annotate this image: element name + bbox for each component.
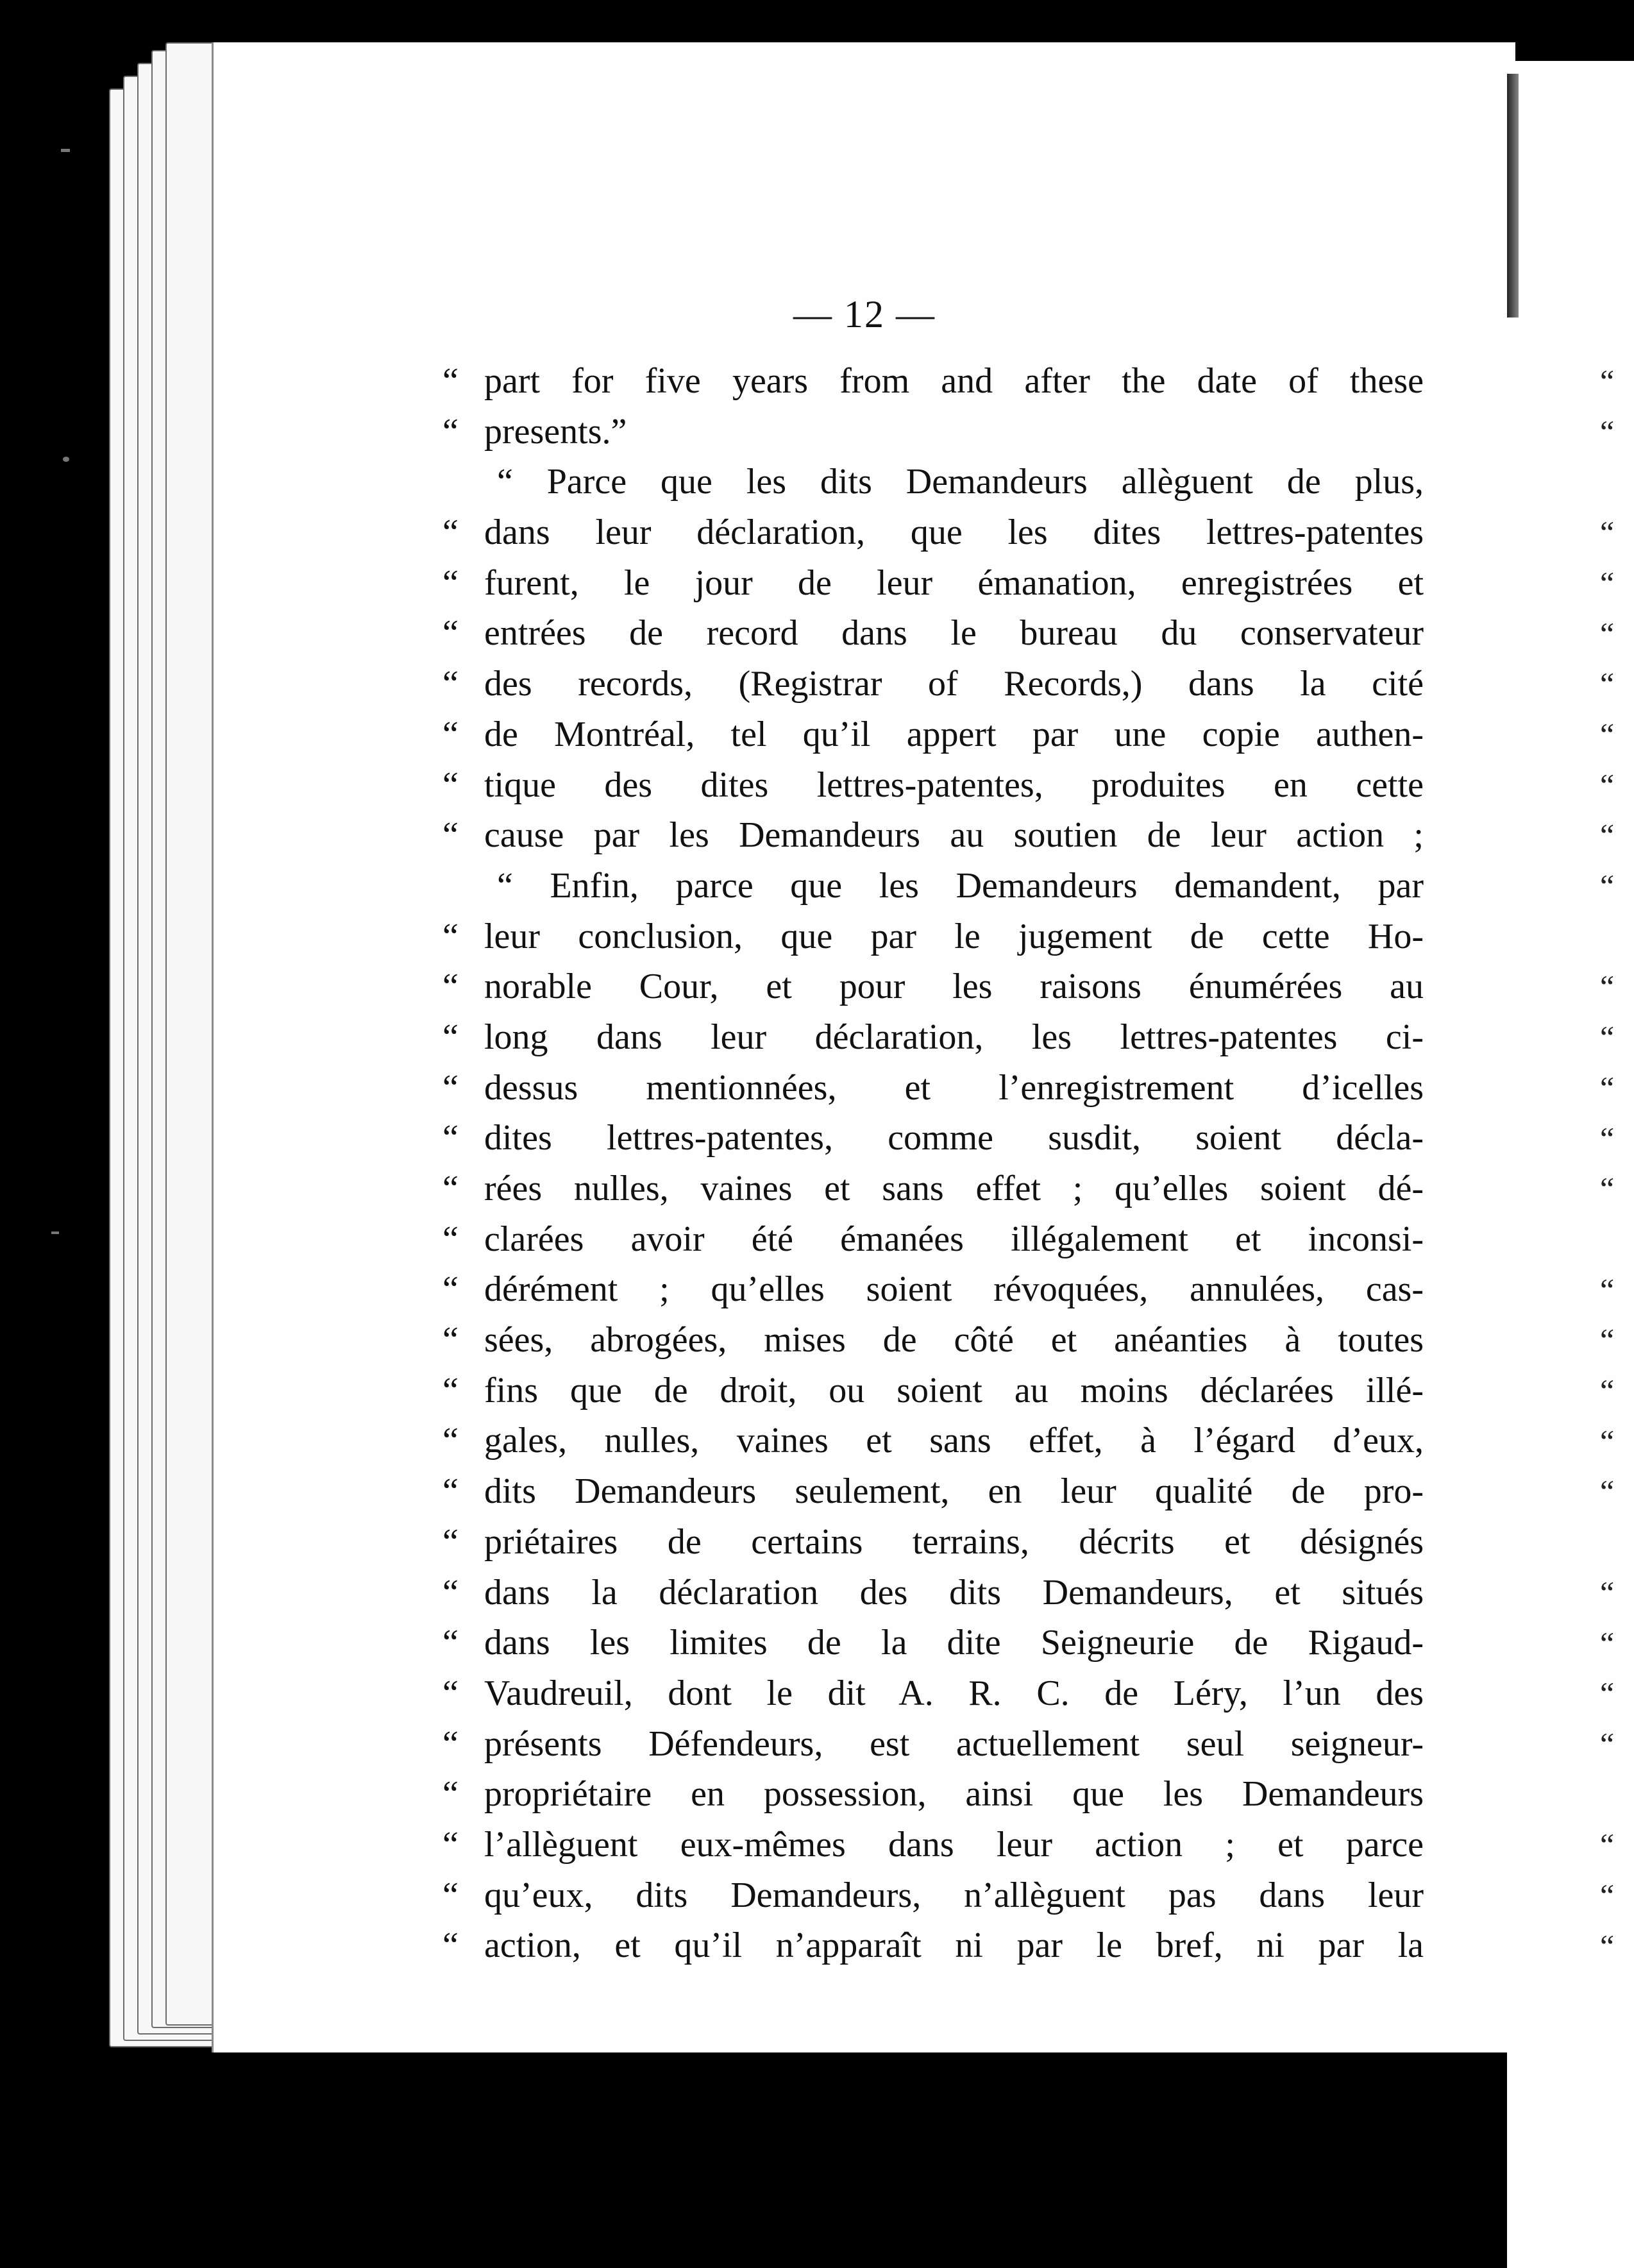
line-text: part for five years from and after the date of these: [484, 361, 1424, 401]
text-line: [442, 1315, 1424, 1366]
line-text: de Montréal, tel qu’il appert par une copie authen-: [484, 714, 1424, 754]
line-quote-mark: “: [442, 613, 459, 654]
text-line: [442, 1164, 1424, 1214]
text-line: [442, 709, 1424, 760]
facing-page-quote-mark: “: [1600, 1927, 1615, 1964]
line-quote-mark: “: [442, 765, 459, 805]
line-quote-mark: “: [442, 1017, 459, 1057]
line-quote-mark: “: [442, 815, 459, 856]
line-text: dans leur déclaration, que les dites lettres-patentes: [484, 512, 1424, 553]
facing-page-quote-mark: “: [1600, 1473, 1615, 1510]
text-line: [442, 356, 1424, 407]
facing-page-quote-mark: “: [1600, 1171, 1615, 1207]
line-text: dits Demandeurs seulement, en leur qualité de pro-: [484, 1471, 1424, 1512]
text-line: [442, 1719, 1424, 1770]
line-quote-mark: “: [442, 361, 459, 401]
line-quote-mark: “: [442, 1673, 459, 1713]
line-quote-mark: “: [442, 1774, 459, 1815]
line-quote-mark: “: [442, 1572, 459, 1612]
line-quote-mark: “: [442, 1824, 459, 1865]
facing-page-quote-mark: “: [1600, 817, 1615, 854]
line-quote-mark: “: [442, 1219, 459, 1259]
facing-page-quote-mark: “: [1600, 363, 1615, 399]
facing-page-quote-mark: “: [1600, 514, 1615, 551]
text-line: [442, 507, 1424, 558]
page-number: — 12 —: [793, 293, 936, 335]
line-text: tique des dites lettres-patentes, produites en cette: [484, 765, 1424, 805]
line-text: norable Cour, et pour les raisons énumérées au: [484, 967, 1424, 1007]
line-text: dans les limites de la dite Seigneurie de Rigaud-: [484, 1623, 1424, 1663]
line-text: long dans leur déclaration, les lettres-patentes ci-: [484, 1017, 1424, 1057]
line-text: l’allèguent eux-mêmes dans leur action ; et parce: [484, 1824, 1424, 1865]
facing-page-quote-mark: “: [1600, 716, 1615, 752]
text-line: [442, 1466, 1424, 1517]
text-line: [442, 1366, 1424, 1416]
text-line: [442, 659, 1424, 709]
facing-page-quote-mark: “: [1600, 1827, 1615, 1863]
facing-page-quote-mark: “: [1600, 666, 1615, 702]
facing-page-quote-mark: “: [1600, 1675, 1615, 1712]
line-text: présents Défendeurs, est actuellement seul seigneur-: [484, 1723, 1424, 1764]
text-line: [442, 1870, 1424, 1921]
line-quote-mark: “: [442, 664, 459, 704]
line-quote-mark: “: [442, 916, 459, 956]
line-quote-mark: “: [442, 1623, 459, 1663]
line-text: propriétaire en possession, ainsi que les Demandeurs: [484, 1774, 1424, 1815]
text-line: [442, 1214, 1424, 1265]
text-line: [442, 1517, 1424, 1568]
line-text: priétaires de certains terrains, décrits et désignés: [484, 1521, 1424, 1562]
line-quote-mark: “: [442, 1067, 459, 1108]
text-line: [442, 1063, 1424, 1113]
text-line: [442, 1264, 1424, 1315]
text-line: [442, 1618, 1424, 1668]
facing-page-quote-mark: “: [1600, 1625, 1615, 1661]
facing-page-edge: [1507, 61, 1634, 2268]
text-line: [442, 1769, 1424, 1820]
facing-page-quote-mark: “: [1600, 1725, 1615, 1762]
facing-page-quote-mark: “: [1600, 1373, 1615, 1409]
scan-speck: [61, 149, 70, 152]
text-line: [442, 1568, 1424, 1618]
facing-page-quote-mark: “: [1600, 1877, 1615, 1913]
line-quote-mark: “: [442, 411, 459, 452]
facing-page-quote-mark: “: [1600, 868, 1615, 904]
line-quote-mark: “: [442, 1269, 459, 1310]
facing-page-quote-mark: “: [1600, 1069, 1615, 1106]
line-quote-mark: “: [442, 1875, 459, 1915]
line-text: furent, le jour de leur émanation, enregistrées et: [484, 563, 1424, 603]
line-quote-mark: “: [442, 1421, 459, 1461]
text-line: [442, 1820, 1424, 1870]
line-text: action, et qu’il n’apparaît ni par le bref, ni par la: [484, 1925, 1424, 1966]
line-quote-mark: “: [442, 1370, 459, 1410]
text-line: [442, 407, 1424, 457]
line-quote-mark: “: [442, 512, 459, 553]
line-quote-mark: “: [442, 1320, 459, 1360]
text-line: [442, 1416, 1424, 1466]
facing-page-quote-mark: “: [1600, 413, 1615, 450]
facing-page-quote-mark: “: [1600, 1322, 1615, 1358]
text-line: [442, 457, 1424, 507]
facing-page-quote-mark: “: [1600, 1574, 1615, 1611]
facing-page-quote-mark: “: [1600, 969, 1615, 1005]
line-quote-mark: “: [442, 1169, 459, 1208]
line-text: clarées avoir été émanées illégalement et inconsi-: [484, 1219, 1424, 1259]
text-line: [442, 810, 1424, 861]
line-text: fins que de droit, ou soient au moins déclarées illé-: [484, 1370, 1424, 1410]
line-quote-mark: “: [442, 714, 459, 754]
text-line: [442, 1113, 1424, 1164]
scan-speck: [63, 457, 69, 462]
line-quote-mark: “: [442, 1521, 459, 1562]
line-quote-mark: “: [442, 1471, 459, 1512]
line-text: dérément ; qu’elles soient révoquées, annulées, cas-: [484, 1269, 1424, 1310]
page-body-text: [442, 356, 1424, 1971]
facing-page-quote-mark: “: [1600, 1423, 1615, 1459]
line-text: dites lettres-patentes, comme susdit, soient décla-: [484, 1118, 1424, 1158]
line-text: rées nulles, vaines et sans effet ; qu’elles soient dé-: [484, 1169, 1424, 1208]
binding-shadow: [1507, 74, 1519, 317]
line-text: des records, (Registrar of Records,) dans la cité: [484, 664, 1424, 704]
facing-page-quote-mark: “: [1600, 1120, 1615, 1156]
line-quote-mark: “: [442, 1723, 459, 1764]
line-quote-mark: “: [442, 563, 459, 603]
text-line: [442, 861, 1424, 911]
line-text: gales, nulles, vaines et sans effet, à l’égard d’eux,: [484, 1421, 1424, 1461]
facing-page-quote-mark: “: [1600, 766, 1615, 803]
facing-page-quote-mark: “: [1600, 615, 1615, 652]
line-text: “ Enfin, parce que les Demandeurs demandent, par: [497, 865, 1424, 906]
facing-page-quote-mark: “: [1600, 1019, 1615, 1056]
text-line: [442, 760, 1424, 811]
text-line: [442, 558, 1424, 609]
text-line: [442, 1012, 1424, 1063]
line-text: dans la déclaration des dits Demandeurs, et situés: [484, 1572, 1424, 1612]
line-quote-mark: “: [442, 1118, 459, 1158]
text-line: [442, 1668, 1424, 1719]
text-line: [442, 1920, 1424, 1971]
line-text: Vaudreuil, dont le dit A. R. C. de Léry, l’un des: [484, 1673, 1424, 1713]
line-text: cause par les Demandeurs au soutien de leur action ;: [484, 815, 1424, 856]
line-text: entrées de record dans le bureau du conservateur: [484, 613, 1424, 654]
line-text: presents.”: [484, 411, 627, 452]
text-line: [442, 961, 1424, 1012]
line-text: dessus mentionnées, et l’enregistrement d’icelles: [484, 1067, 1424, 1108]
facing-page-quote-mark: “: [1600, 564, 1615, 601]
scan-speck: [51, 1231, 59, 1234]
line-quote-mark: “: [442, 1925, 459, 1966]
text-line: [442, 911, 1424, 962]
line-quote-mark: “: [442, 967, 459, 1007]
facing-page-quote-mark: “: [1600, 1271, 1615, 1308]
text-line: [442, 608, 1424, 659]
line-text: “ Parce que les dits Demandeurs allèguent de plus,: [497, 462, 1424, 502]
line-text: qu’eux, dits Demandeurs, n’allèguent pas dans leur: [484, 1875, 1424, 1915]
line-text: sées, abrogées, mises de côté et anéanties à toutes: [484, 1320, 1424, 1360]
line-text: leur conclusion, que par le jugement de cette Ho-: [484, 916, 1424, 956]
